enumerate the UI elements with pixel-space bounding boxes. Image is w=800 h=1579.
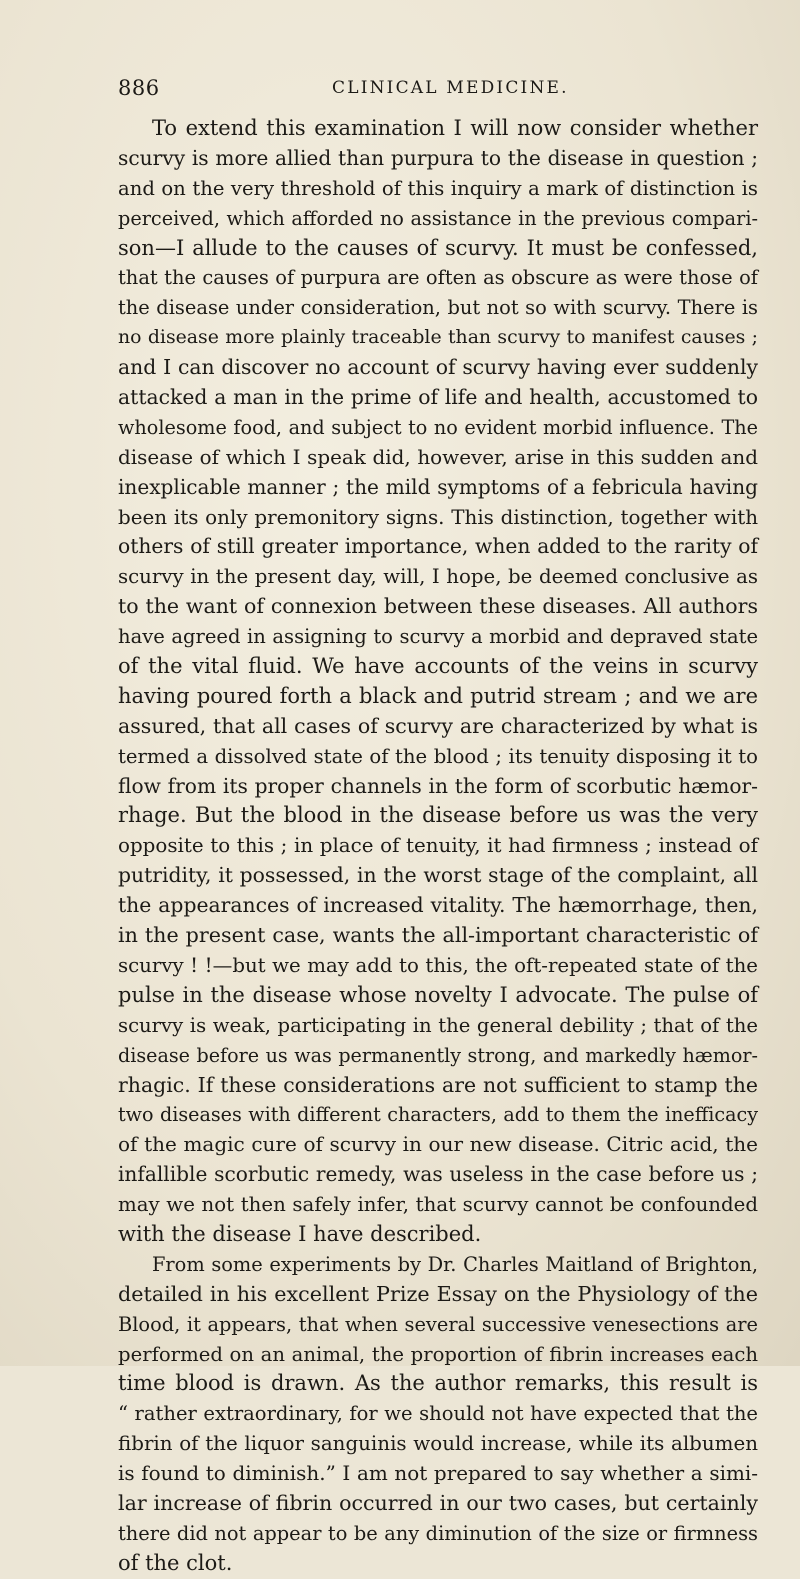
text-line: have agreed in assigning to scurvy a morbid and depraved state <box>118 625 758 649</box>
text-line: time blood is drawn. As the author remarks, this result is <box>118 1371 758 1396</box>
text-line: scurvy in the present day, will, I hope, be deemed conclusive as <box>118 565 758 589</box>
text-line: of the magic cure of scurvy in our new disease. Citric acid, the <box>118 1132 758 1157</box>
text-line: termed a dissolved state of the blood ; its tenuity disposing it to <box>118 744 758 768</box>
text-line: inexplicable manner ; the mild symptoms of a febricula having <box>118 474 758 499</box>
text-line: scurvy is weak, participating in the general debility ; that of the <box>118 1013 758 1037</box>
text-line: scurvy ! !—but we may add to this, the oft-repeated state of the <box>118 953 758 977</box>
text-line: the appearances of increased vitality. The hæmorrhage, then, <box>118 893 758 918</box>
text-line: to the want of connexion between these diseases. All authors <box>118 594 758 619</box>
text-line: lar increase of fibrin occurred in our two cases, but certainly <box>118 1490 758 1515</box>
text-line: putridity, it possessed, in the worst stage of the complaint, all <box>118 863 758 888</box>
text-line: there did not appear to be any diminution of the size or firmness <box>118 1521 758 1545</box>
text-line: and I can discover no account of scurvy having ever suddenly <box>118 355 758 380</box>
page-header <box>118 76 758 102</box>
text-line: To extend this examination I will now consider whether <box>152 116 758 140</box>
page-number: 886 <box>118 76 160 100</box>
text-line: in the present case, wants the all-important characteristic of <box>118 923 758 948</box>
text-line: Blood, it appears, that when several successive venesections are <box>118 1312 758 1336</box>
text-line: detailed in his excellent Prize Essay on the Physiology of the <box>118 1281 758 1306</box>
running-head: CLINICAL MEDICINE. <box>332 78 569 98</box>
text-line: been its only premonitory signs. This distinction, together with <box>118 505 758 529</box>
text-line: From some experiments by Dr. Charles Maitland of Brighton, <box>152 1252 758 1276</box>
text-line: two diseases with different characters, add to them the inefficacy <box>118 1103 758 1127</box>
text-line: infallible scorbutic remedy, was useless in the case before us ; <box>118 1162 758 1187</box>
text-line: assured, that all cases of scurvy are characterized by what is <box>118 713 758 738</box>
text-line: performed on an animal, the proportion of fibrin increases each <box>118 1342 758 1366</box>
text-line: of the clot. <box>118 1550 233 1575</box>
text-line: attacked a man in the prime of life and health, accustomed to <box>118 385 758 410</box>
text-line: rhage. But the blood in the disease before us was the very <box>118 803 758 828</box>
text-line: others of still greater importance, when added to the rarity of <box>118 534 758 559</box>
text-line: of the vital fluid. We have accounts of the veins in scurvy <box>118 654 758 679</box>
text-line: “ rather extraordinary, for we should not have expected that the <box>118 1402 758 1426</box>
text-line: may we not then safely infer, that scurvy cannot be confounded <box>118 1193 758 1217</box>
text-line: opposite to this ; in place of tenuity, it had firmness ; instead of <box>118 834 758 858</box>
text-line: rhagic. If these considerations are not sufficient to stamp the <box>118 1072 758 1097</box>
text-line: having poured forth a black and putrid stream ; and we are <box>118 683 758 708</box>
text-line: with the disease I have described. <box>118 1221 482 1246</box>
text-line: the disease under consideration, but not so with scurvy. There is <box>118 296 758 320</box>
text-line: that the causes of purpura are often as obscure as were those of <box>118 266 758 290</box>
text-line: disease of which I speak did, however, arise in this sudden and <box>118 445 758 469</box>
text-line: wholesome food, and subject to no evident morbid influence. The <box>118 415 758 439</box>
text-line: no disease more plainly traceable than scurvy to manifest causes ; <box>118 326 758 349</box>
text-line: scurvy is more allied than purpura to the disease in question ; <box>118 145 758 170</box>
body-text <box>118 114 758 1579</box>
text-line: perceived, which afforded no assistance in the previous compari- <box>118 206 758 230</box>
text-line: fibrin of the liquor sanguinis would increase, while its albumen <box>118 1432 758 1456</box>
text-line: is found to diminish.” I am not prepared to say whether a simi- <box>118 1461 758 1486</box>
text-line: and on the very threshold of this inquiry a mark of distinction is <box>118 176 758 200</box>
text-line: flow from its proper channels in the form of scorbutic hæmor- <box>118 773 758 798</box>
text-line: pulse in the disease whose novelty I advocate. The pulse of <box>118 982 758 1007</box>
text-line: disease before us was permanently strong, and markedly hæmor- <box>118 1043 758 1067</box>
text-line: son—I allude to the causes of scurvy. It must be confessed, <box>118 235 758 260</box>
